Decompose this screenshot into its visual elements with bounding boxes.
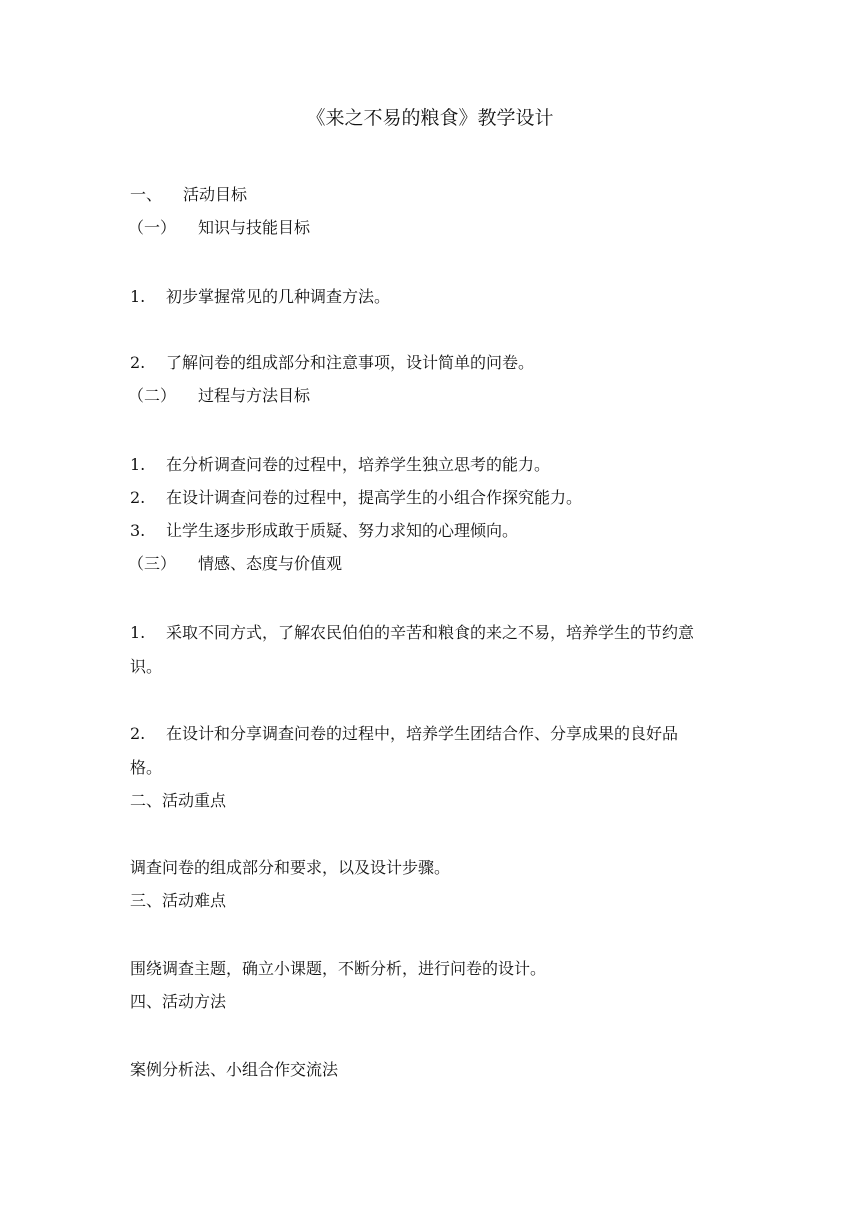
subsection-marker: （一） xyxy=(128,218,177,237)
list-line xyxy=(130,717,740,751)
subsection-heading-values xyxy=(128,552,738,576)
section-heading-focus: 二、活动重点 xyxy=(130,791,227,810)
section-heading-text: 活动目标 xyxy=(183,185,248,204)
section-body-difficulty: 围绕调查主题，确立小课题，不断分析，进行问卷的设计。 xyxy=(130,959,547,978)
list-item xyxy=(130,285,740,309)
list-text: 在分析调查问卷的过程中，培养学生独立思考的能力。 xyxy=(166,455,551,474)
section-body-focus: 调查问卷的组成部分和要求，以及设计步骤。 xyxy=(130,858,451,877)
subsection-heading-text: 情感、态度与价值观 xyxy=(198,554,343,573)
section-heading-methods: 四、活动方法 xyxy=(130,992,227,1011)
section-body-methods: 案例分析法、小组合作交流法 xyxy=(130,1060,339,1079)
section-heading-objectives xyxy=(130,183,740,207)
list-line-continuation: 格。 xyxy=(130,758,163,777)
subsection-marker: （三） xyxy=(128,554,177,573)
list-item-multiline xyxy=(130,717,740,785)
list-line-continuation: 识。 xyxy=(130,657,163,676)
list-text: 了解问卷的组成部分和注意事项，设计简单的问卷。 xyxy=(166,353,535,372)
list-number: 1. xyxy=(130,287,146,306)
list-item xyxy=(130,351,740,375)
subsection-heading-text: 知识与技能目标 xyxy=(198,218,311,237)
list-number: 1. xyxy=(130,623,146,642)
list-text: 在设计和分享调查问卷的过程中，培养学生团结合作、分享成果的良好品 xyxy=(166,724,679,743)
section-heading-difficulty: 三、活动难点 xyxy=(130,891,227,910)
list-item-multiline xyxy=(130,616,740,684)
subsection-heading-knowledge xyxy=(128,216,738,240)
list-item xyxy=(130,486,740,510)
list-number: 2. xyxy=(130,724,146,743)
list-number: 1. xyxy=(130,455,146,474)
list-text: 在设计调查问卷的过程中，提高学生的小组合作探究能力。 xyxy=(166,488,583,507)
list-number: 2. xyxy=(130,488,146,507)
list-text: 让学生逐步形成敢于质疑、努力求知的心理倾向。 xyxy=(166,521,519,540)
section-marker: 一、 xyxy=(130,185,163,204)
list-text: 采取不同方式，了解农民伯伯的辛苦和粮食的来之不易，培养学生的节约意 xyxy=(166,623,695,642)
list-item xyxy=(130,453,740,477)
subsection-marker: （二） xyxy=(128,386,177,405)
list-item xyxy=(130,519,740,543)
subsection-heading-text: 过程与方法目标 xyxy=(198,386,311,405)
list-number: 3. xyxy=(130,521,146,540)
list-line xyxy=(130,616,740,650)
document-title: 《来之不易的粮食》教学设计 xyxy=(306,107,554,129)
list-text: 初步掌握常见的几种调查方法。 xyxy=(166,287,391,306)
list-number: 2. xyxy=(130,353,146,372)
subsection-heading-process xyxy=(128,384,738,408)
